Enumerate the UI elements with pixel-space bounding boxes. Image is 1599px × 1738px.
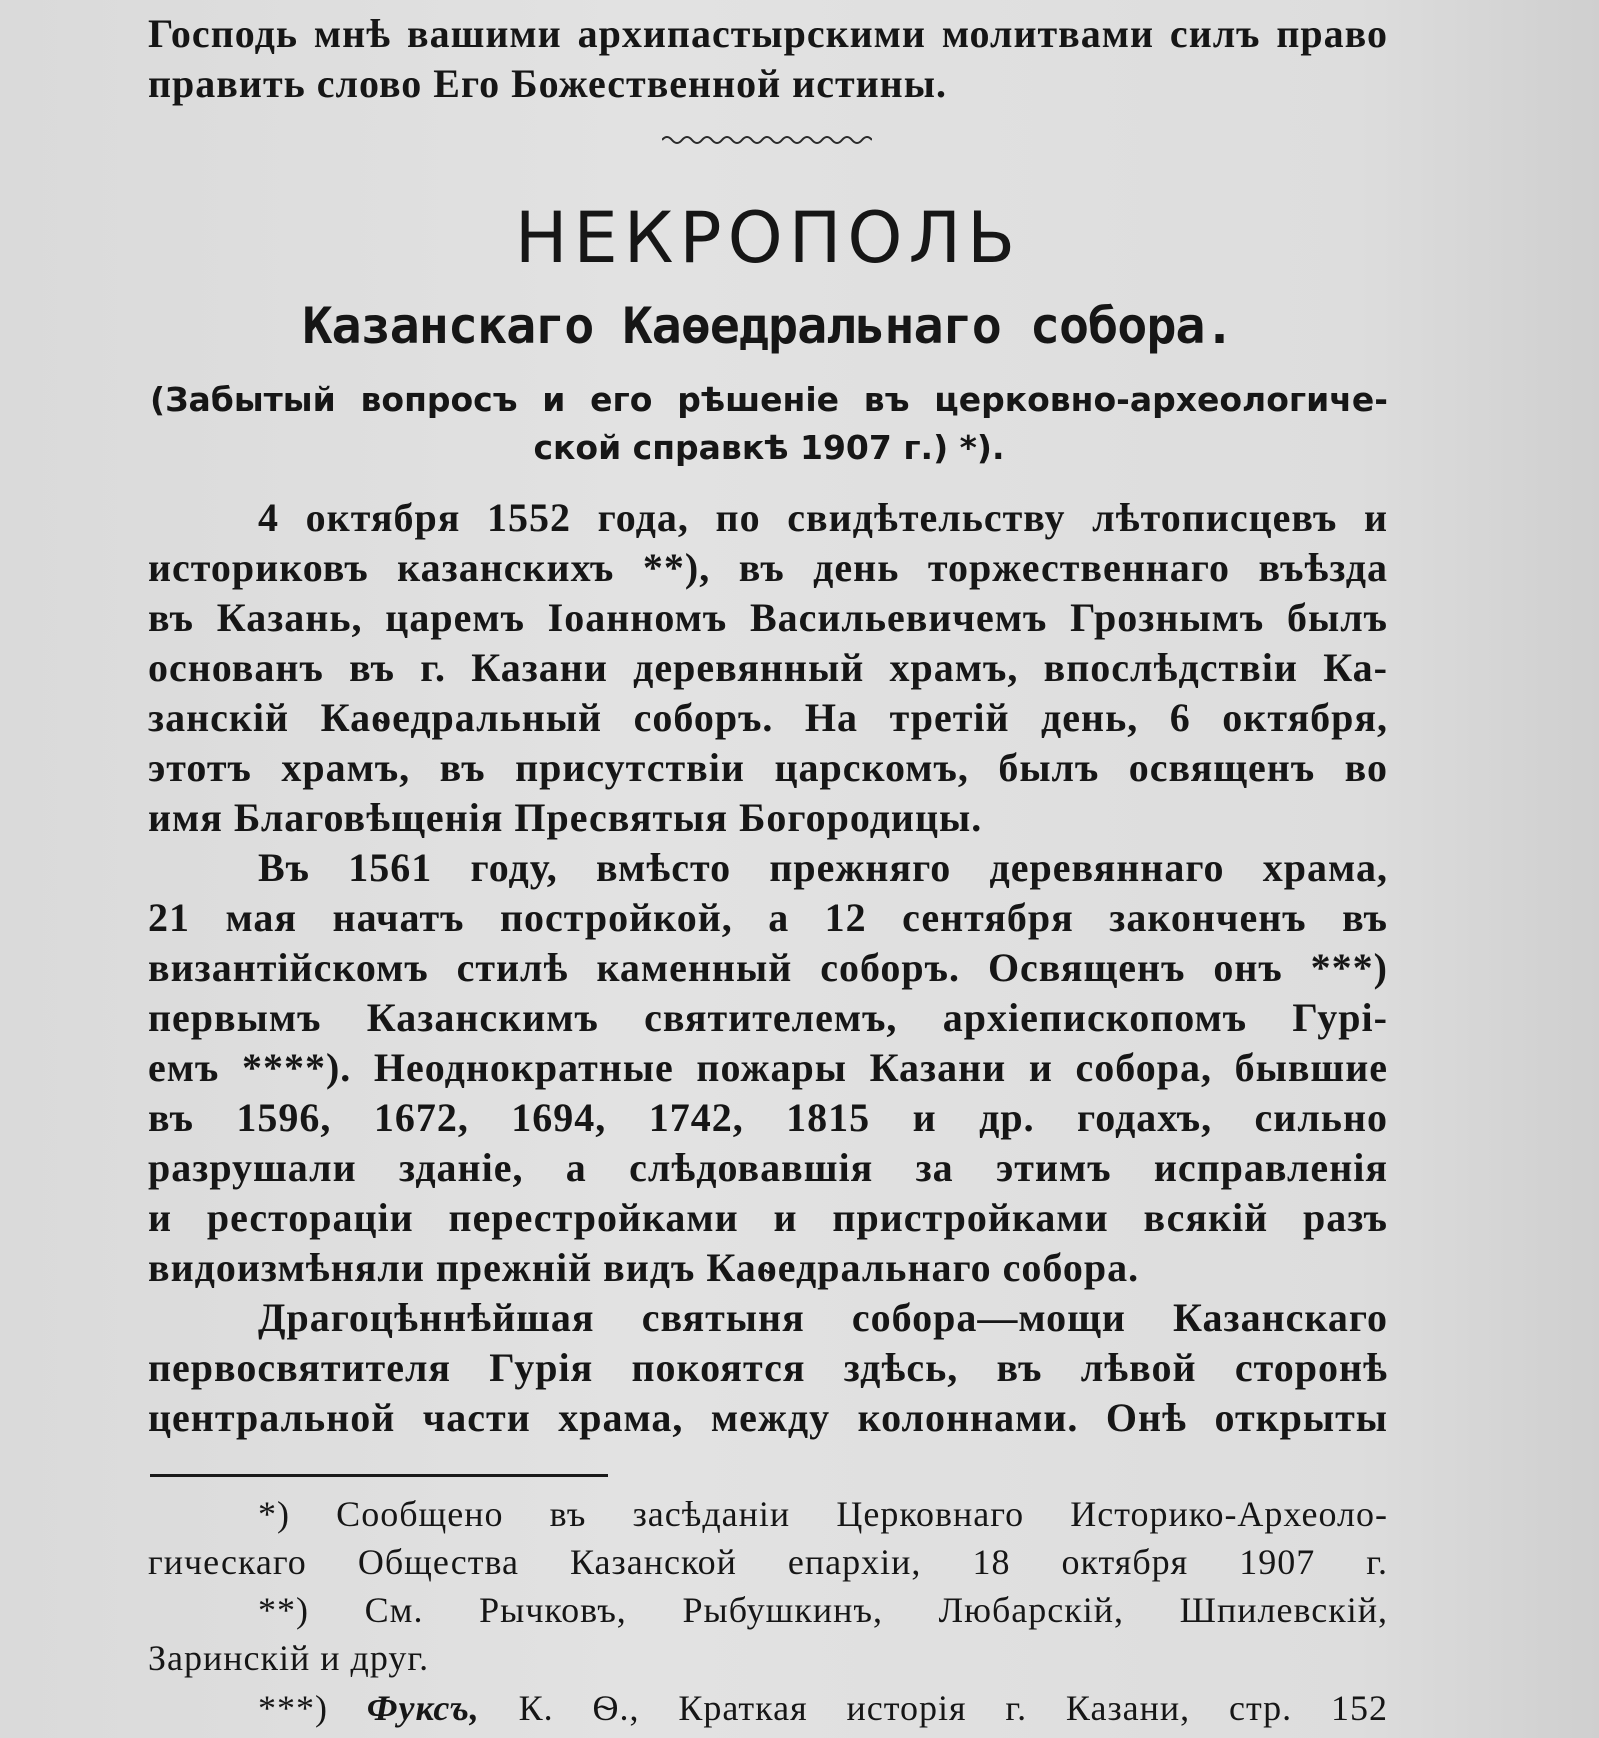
footnote-line: гическаго Общества Казанской епархіи, 18 октября 1907 г.: [148, 1542, 1388, 1582]
text-line: первымъ Казанскимъ святителемъ, архіепископомъ Гурі-: [148, 995, 1388, 1040]
footnote-author: Фуксъ,: [366, 1688, 480, 1728]
text-line: этотъ храмъ, въ присутствіи царскомъ, былъ освященъ во: [148, 745, 1388, 790]
text-line: имя Благовѣщенія Пресвятыя Богородицы.: [148, 795, 983, 840]
footnote-text: К. Ѳ., Краткая исторія г. Казани, стр. 152: [518, 1688, 1389, 1728]
text-line: емъ ****). Неоднократные пожары Казани и собора, бывшие: [148, 1045, 1388, 1090]
text-line: разрушали зданіе, а слѣдовавшія за этимъ исправленія: [148, 1145, 1388, 1190]
footnote-line: **) См. Рычковъ, Рыбушкинъ, Любарскій, Шпилевскій,: [258, 1590, 1388, 1630]
text-line: византійскомъ стилѣ каменный соборъ. Освященъ онъ ***): [148, 945, 1388, 990]
page-subtitle: Казанскаго Каѳедральнаго собора.: [302, 297, 1234, 355]
ornament-divider: [662, 134, 872, 146]
text-line: видоизмѣняли прежній видъ Каѳедральнаго собора.: [148, 1245, 1140, 1290]
text-line: Драгоцѣннѣйшая святыня собора—мощи Казанскаго: [258, 1295, 1388, 1340]
text-line: центральной части храма, между колоннами. Онѣ открыты: [148, 1395, 1388, 1440]
text-line: историковъ казанскихъ **), въ день торжественнаго въѣзда: [148, 545, 1388, 590]
text-line: Господь мнѣ вашими архипастырскими молитвами силъ право: [148, 11, 1388, 56]
text-line: первосвятителя Гурія покоятся здѣсь, въ лѣвой сторонѣ: [148, 1345, 1388, 1390]
text-line: 4 октября 1552 года, по свидѣтельству лѣтописцевъ и: [258, 495, 1388, 540]
text-line: въ Казань, царемъ Іоанномъ Васильевичемъ Грознымъ былъ: [148, 595, 1388, 640]
page-title: НЕКРОПОЛЬ: [514, 197, 1022, 279]
footnote-marker: ***): [258, 1688, 328, 1728]
text-line: 21 мая начатъ постройкой, а 12 сентября законченъ въ: [148, 895, 1388, 940]
footnote-line: [148, 1686, 1388, 1730]
text-line: занскій Каѳедральный соборъ. На третій день, 6 октября,: [148, 695, 1388, 740]
footnote-line: Заринскій и друг.: [148, 1638, 430, 1678]
heading-note-line: ской справкѣ 1907 г.) *).: [533, 428, 1005, 467]
heading-note-line: (Забытый вопросъ и его рѣшеніе въ церковно-археологиче-: [150, 380, 1388, 419]
text-line: въ 1596, 1672, 1694, 1742, 1815 и др. годахъ, сильно: [148, 1095, 1388, 1140]
text-line: Въ 1561 году, вмѣсто прежняго деревяннаго храма,: [258, 845, 1388, 890]
text-line: и ресторацiи перестройками и пристройками всякій разъ: [148, 1195, 1388, 1240]
text-line: основанъ въ г. Казани деревянный храмъ, впослѣдствіи Ка-: [148, 645, 1388, 690]
footnote-rule: [150, 1474, 608, 1477]
footnote-line: *) Сообщено въ засѣданіи Церковнаго Историко-Археоло-: [258, 1494, 1388, 1534]
text-line: править слово Его Божественной истины.: [148, 61, 947, 106]
